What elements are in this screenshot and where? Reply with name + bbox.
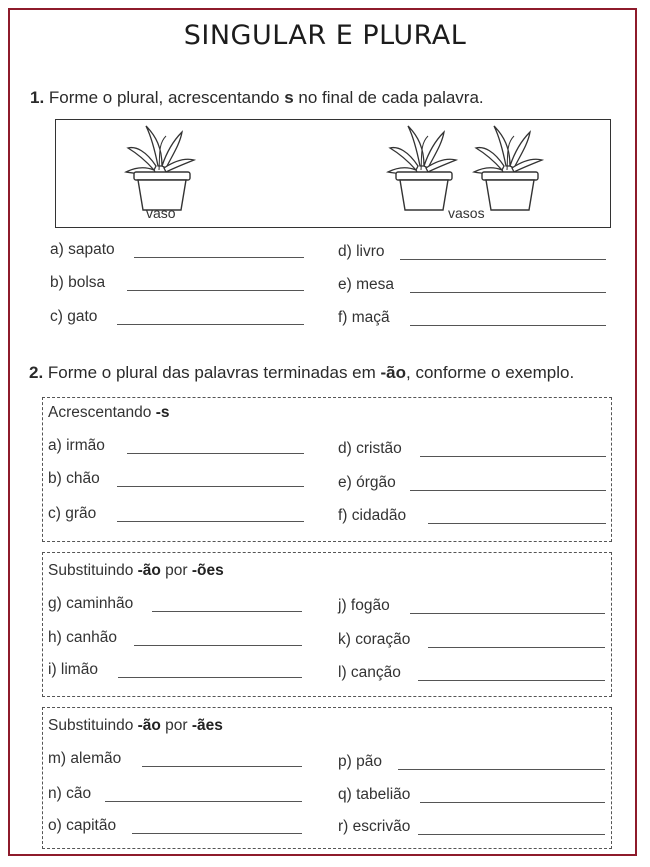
exercise-label: o) capitão — [48, 817, 117, 834]
question-1-prompt — [30, 88, 484, 108]
answer-line[interactable] — [105, 801, 302, 802]
group-title — [48, 717, 223, 735]
exercise-label: c) gato — [50, 308, 98, 325]
question-2-prompt — [29, 363, 574, 383]
exercise-label: m) alemão — [48, 750, 122, 767]
answer-line[interactable] — [117, 324, 304, 325]
answer-line[interactable] — [127, 290, 304, 291]
exercise-label: q) tabelião — [338, 786, 411, 803]
group-title-suffix: -s — [155, 404, 170, 421]
answer-line[interactable] — [134, 257, 304, 258]
exercise-label: c) grão — [48, 505, 97, 522]
potted-plant-icon — [388, 126, 456, 210]
answer-line[interactable] — [410, 325, 606, 326]
answer-line[interactable] — [420, 802, 605, 803]
illustration-box — [55, 119, 611, 228]
exercise-label: b) chão — [48, 470, 100, 487]
exercise-label: e) mesa — [338, 276, 394, 293]
exercise-label: h) canhão — [48, 629, 117, 646]
question-1-bold: s — [284, 88, 294, 107]
answer-line[interactable] — [410, 490, 606, 491]
answer-line[interactable] — [418, 680, 605, 681]
question-1-text-after: no final de cada palavra. — [293, 88, 484, 107]
group-title-suffix: -ão — [137, 717, 161, 734]
plant-illustration — [56, 120, 612, 229]
potted-plant-icon — [126, 126, 194, 210]
answer-line[interactable] — [420, 456, 606, 457]
potted-plant-icon — [474, 126, 542, 210]
answer-line[interactable] — [428, 523, 606, 524]
answer-line[interactable] — [428, 647, 605, 648]
exercise-label: l) canção — [338, 664, 401, 681]
question-2-bold: -ão — [380, 363, 407, 382]
answer-line[interactable] — [410, 613, 605, 614]
exercise-label: a) irmão — [48, 437, 105, 454]
group-title — [48, 404, 170, 422]
caption-plural: vasos — [448, 205, 485, 221]
question-1-number: 1. — [30, 88, 45, 107]
group-title-text: Substituindo — [48, 717, 138, 734]
caption-singular: vaso — [146, 205, 176, 221]
exercise-label: e) órgão — [338, 474, 396, 491]
exercise-label: i) limão — [48, 661, 98, 678]
exercise-label: d) cristão — [338, 440, 402, 457]
answer-line[interactable] — [132, 833, 302, 834]
answer-line[interactable] — [152, 611, 302, 612]
group-title-text: por — [160, 562, 192, 579]
answer-line[interactable] — [117, 521, 304, 522]
exercise-label: j) fogão — [338, 597, 390, 614]
answer-line[interactable] — [418, 834, 605, 835]
answer-line[interactable] — [127, 453, 304, 454]
answer-line[interactable] — [134, 645, 302, 646]
answer-line[interactable] — [400, 259, 606, 260]
answer-line[interactable] — [118, 677, 302, 678]
page-title: SINGULAR E PLURAL — [183, 20, 467, 51]
exercise-label: k) coração — [338, 631, 411, 648]
group-title — [48, 562, 224, 580]
exercise-label: g) caminhão — [48, 595, 134, 612]
exercise-label: a) sapato — [50, 241, 115, 258]
exercise-label: b) bolsa — [50, 274, 106, 291]
exercise-label: f) maçã — [338, 309, 390, 326]
answer-line[interactable] — [142, 766, 302, 767]
question-1-text-before: Forme o plural, acrescentando — [48, 88, 285, 107]
answer-line[interactable] — [410, 292, 606, 293]
question-2-number: 2. — [29, 363, 44, 382]
group-title-suffix: -ães — [191, 717, 223, 734]
group-title-text: Substituindo — [48, 562, 138, 579]
exercise-label: d) livro — [338, 243, 385, 260]
group-title-suffix: -ão — [137, 562, 161, 579]
exercise-label: r) escrivão — [338, 818, 411, 835]
answer-line[interactable] — [117, 486, 304, 487]
answer-line[interactable] — [398, 769, 605, 770]
group-title-text: Acrescentando — [48, 404, 156, 421]
group-title-text: por — [160, 717, 192, 734]
exercise-label: p) pão — [338, 753, 382, 770]
group-title-suffix: -ões — [191, 562, 224, 579]
question-2-text-before: Forme o plural das palavras terminadas em — [47, 363, 381, 382]
exercise-label: f) cidadão — [338, 507, 407, 524]
question-2-text-after: , conforme o exemplo. — [406, 363, 575, 382]
exercise-label: n) cão — [48, 785, 92, 802]
